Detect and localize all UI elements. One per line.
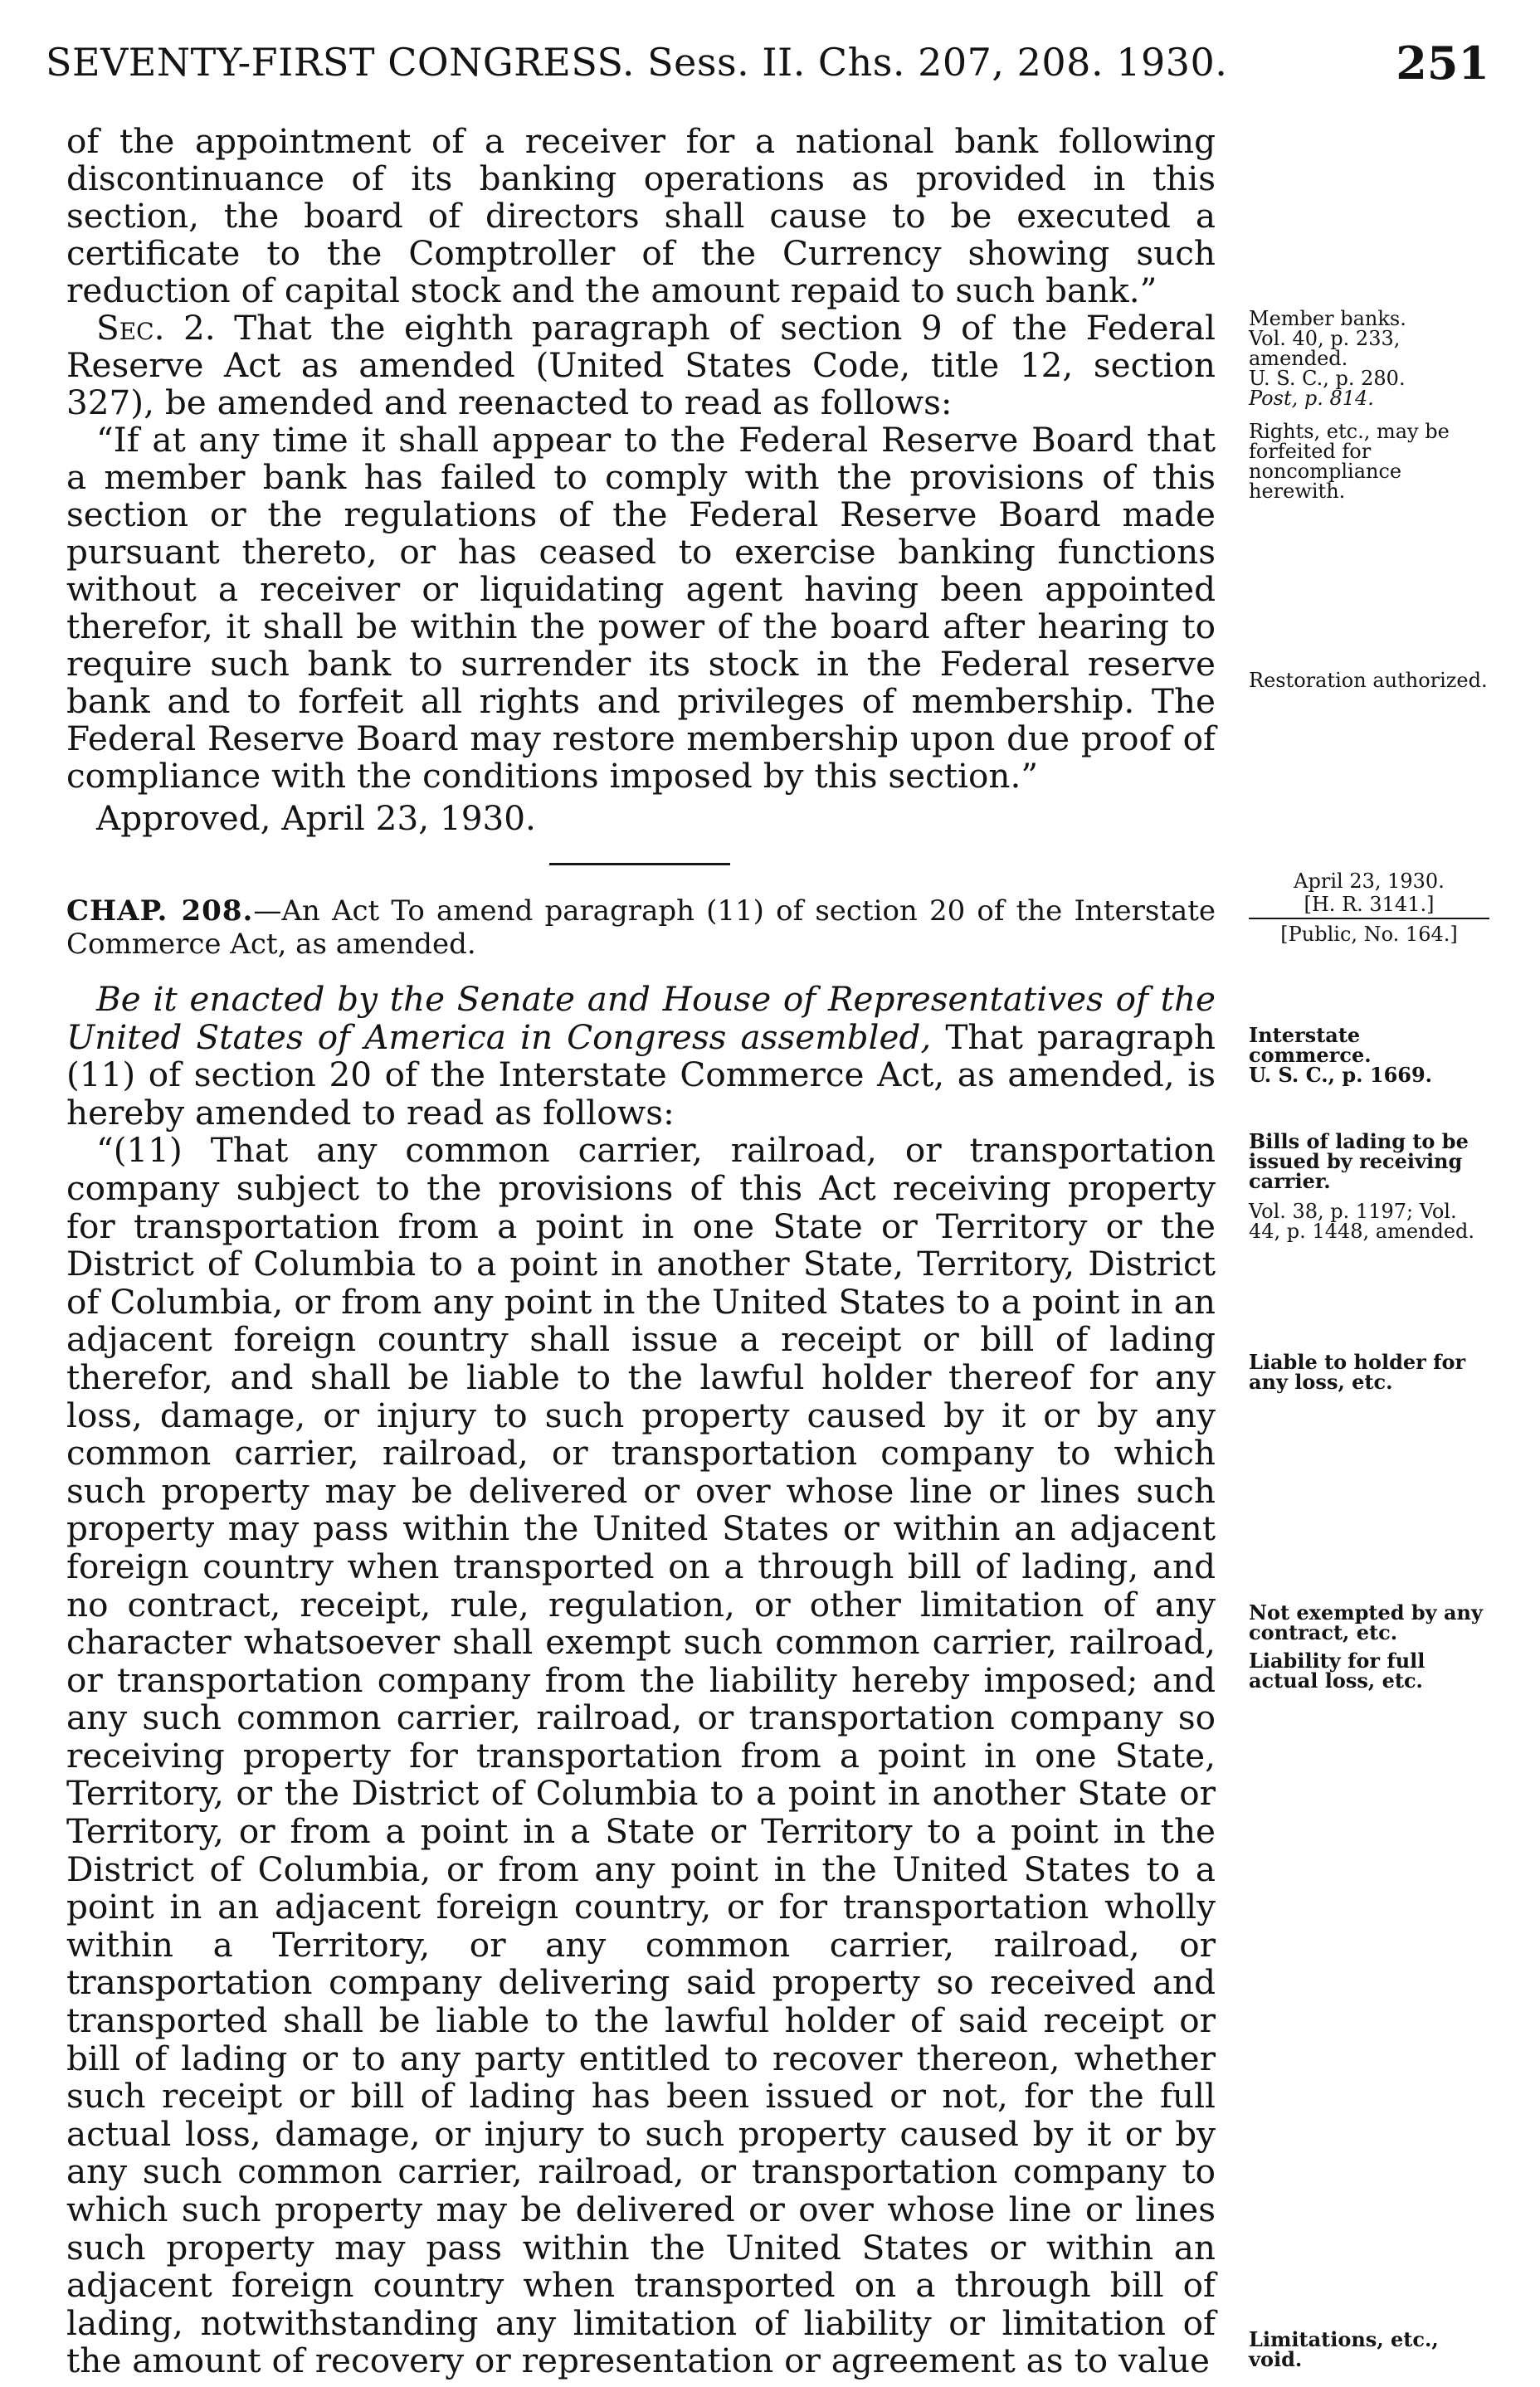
chapter-date-block (1249, 870, 1489, 946)
note-member-banks-title: Member banks. (1249, 307, 1406, 330)
page-number: 251 (1396, 37, 1489, 90)
approval-line: Approved, April 23, 1930. (96, 798, 536, 838)
running-head-title: SEVENTY-FIRST CONGRESS. Sess. II. Chs. 207, 208. 1930. (46, 40, 1228, 85)
note-limitations-void: Limitations, etc., void. (1249, 2327, 1439, 2371)
note-liable-to-holder: Liable to holder for any loss, etc. (1249, 1350, 1466, 1394)
note-member-banks-vol: Vol. 40, p. 233, amended. (1249, 327, 1401, 370)
enacting-paragraph (66, 981, 1216, 1132)
section-2-text: That the eighth paragraph of section 9 of the Federal Reserve Act as amended (United States Code, title 12, section 327), be amended and reenacted to read as follows: (66, 308, 1216, 422)
enacting-text: That paragraph (11) of section 20 of the Interstate Commerce Act, as amended, is hereby amended to read as follows: (66, 1016, 1216, 1133)
note-interstate-usc: U. S. C., p. 1669. (1249, 1063, 1433, 1087)
section-label: Sec. 2. (96, 308, 216, 348)
note-member-banks (1249, 309, 1489, 408)
section-continued (66, 123, 1216, 837)
enacting-clause: Be it enacted by the Senate and House of Representatives of the United States of America in Congress assembled, (66, 979, 1216, 1057)
paragraph-receiver-certificate: of the appointment of a receiver for a national bank following discontinuance of its banking operations as provided in this section, the board of directors shall cause to be executed a certificate to the Comptroller of the Currency showing such reduction of capital stock and the amount repaid to such bank.” (66, 121, 1216, 310)
note-rights-forfeited: Rights, etc., may be forfeited for noncompliance herewith. (1249, 420, 1450, 503)
paragraph-forfeiture: “If at any time it shall appear to the Federal Reserve Board that a member bank has failed to comply with the provisions of this section or the regulations of the Federal Reserve Board made pursuant thereto, or has ceased to exercise banking functions without a receiver or liquidating agent having been appointed therefor, it shall be within the power of the board after hearing to require such bank to surrender its stock in the Federal reserve bank and to forfeit all rights and privileges of membership. The Federal Reserve Board may restore membership upon due proof of compliance with the conditions imposed by this section.” (66, 420, 1216, 796)
chapter-title: —An Act To amend paragraph (11) of section 20 of the Interstate Commerce Act, as amended. (66, 894, 1216, 961)
note-restoration: Restoration authorized. (1249, 669, 1488, 692)
public-law-number: [Public, No. 164.] (1280, 923, 1458, 946)
note-interstate-title: Interstate commerce. (1249, 1023, 1372, 1067)
section-divider (549, 863, 730, 865)
act-body (66, 981, 1216, 2380)
paragraph-11: “(11) That any common carrier, railroad, or transportation company subject to the provisions of this Act receiving property for transportation from a point in one State or Territory or the District of Columbia to a point in another State, Territory, District of Columbia, or from any point in the United States to a point in an adjacent foreign country shall issue a receipt or bill of lading therefor, and shall be liable to the lawful holder thereof for any loss, damage, or injury to such property caused by it or by any common carrier, railroad, or transportation company to which such property may be delivered or over whose line or lines such property may pass within the United States or within an adjacent foreign country when transported on a through bill of lading, and no contract, receipt, rule, regulation, or other limitation of any character whatsoever shall exempt such common carrier, railroad, or transportation company from the liability hereby imposed; and any such common carrier, railroad, or transportation company so receiving property for transportation from a point in one State, Territory, or the District of Columbia to a point in another State or Territory, or from a point in a State or Territory to a point in the District of Columbia, or from any point in the United States to a point in an adjacent foreign country, or for transportation wholly within a Territory, or any common carrier, railroad, or transportation company delivering said property so received and transported shall be liable to the lawful holder of said receipt or bill of lading or to any party entitled to recover thereon, whether such receipt or bill of lading has been issued or not, for the full actual loss, damage, or injury to such property caused by it or by any such common carrier, railroad, or transportation company to which such property may be delivered or over whose line or lines such property may pass within the United States or within an adjacent foreign country when transported on a through bill of lading, notwithstanding any limitation of liability or limitation of the amount of recovery or representation or agreement as to value (66, 1130, 1216, 2381)
bill-number: [H. R. 3141.] (1249, 893, 1489, 919)
note-member-banks-usc: U. S. C., p. 280. (1249, 367, 1406, 390)
note-bills-of-lading: Bills of lading to be issued by receiving carrier. (1249, 1129, 1469, 1193)
note-bills-volume: Vol. 38, p. 1197; Vol. 44, p. 1448, amended. (1249, 1200, 1475, 1243)
section-2-paragraph (66, 309, 1216, 421)
note-not-exempted: Not exempted by any contract, etc. (1249, 1600, 1483, 1644)
running-head (46, 37, 1489, 98)
note-liability-full: Liability for full actual loss, etc. (1249, 1649, 1425, 1693)
note-member-banks-post: Post, p. 814. (1249, 387, 1374, 410)
chapter-date: April 23, 1930. (1294, 870, 1445, 893)
chapter-heading (66, 894, 1216, 961)
note-interstate-commerce (1249, 1025, 1489, 1085)
chapter-label: CHAP. 208. (66, 894, 254, 928)
